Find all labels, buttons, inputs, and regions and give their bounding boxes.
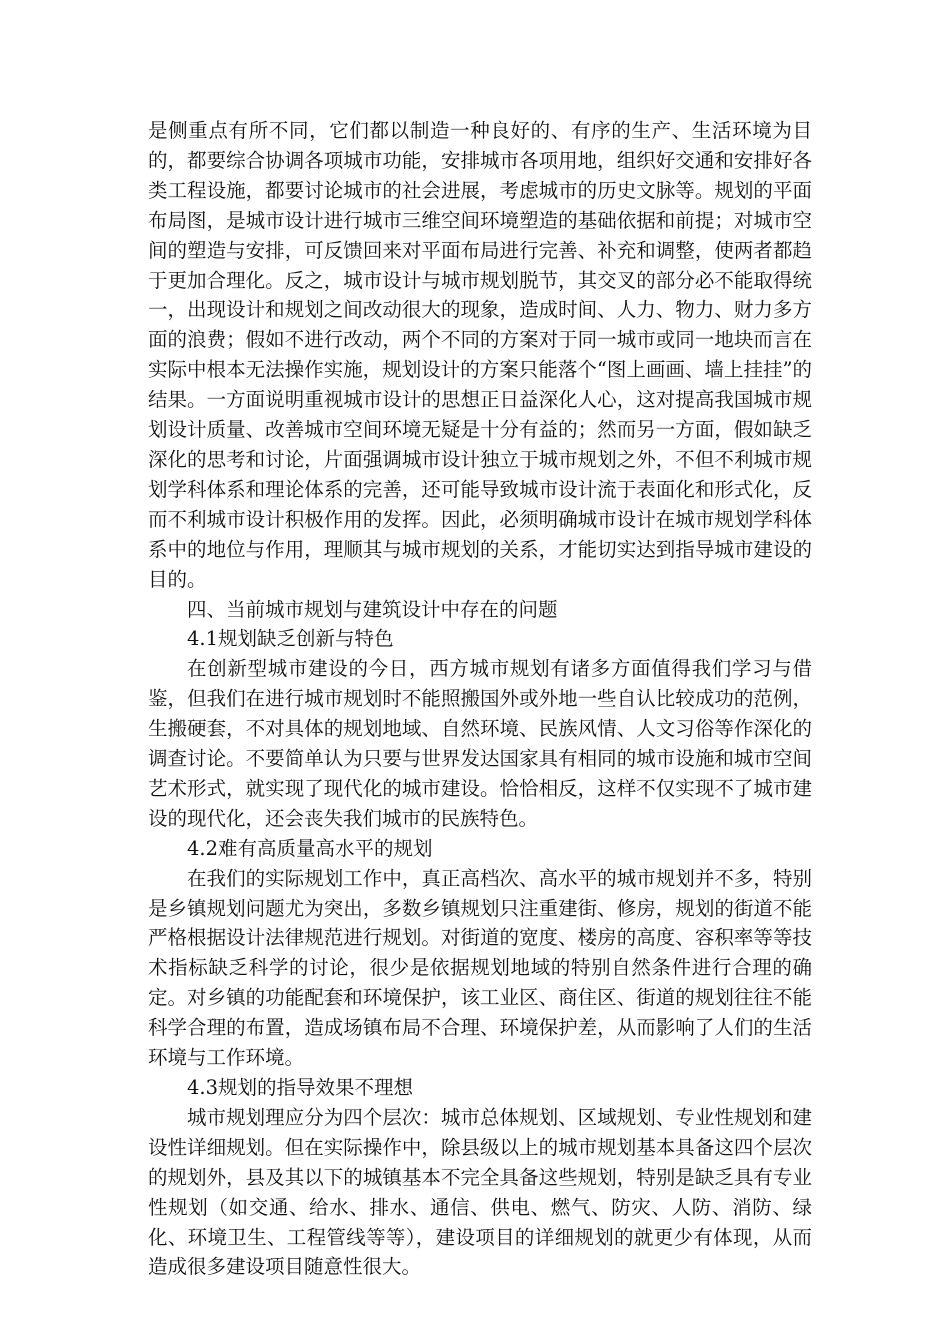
subsection-heading: 4.3规划的指导效果不理想	[187, 1076, 414, 1099]
section-heading: 四、当前城市规划与建筑设计中存在的问题	[187, 597, 558, 621]
subsection-heading: 4.2难有高质量高水平的规划	[187, 836, 433, 860]
body-paragraph: 在我们的实际规划工作中，真正高档次、高水平的城市规划并不多，特别是乡镇规划问题尤为突出，多数乡镇规划只注重建街、修房，规划的街道不能严格根据设计法律规范进行规划。对街道的宽度、楼房的高度、容积率等等技术指标缺乏科学的讨论，很少是依据规划地域的特别自然条件进行合理的确定。对乡镇的功能配套和环境保护，该工业区、商住区、街道的规划往往不能科学合理的布置，造成场镇布局不合理、环境保护差，从而影响了人们的生活环境与工作环境。	[148, 866, 812, 1070]
body-paragraph: 是侧重点有所不同，它们都以制造一种良好的、有序的生产、生活环境为目的，都要综合协调各项城市功能，安排城市各项用地，组织好交通和安排好各类工程设施，都要讨论城市的社会进展，考虑城市的历史文脉等。规划的平面布局图，是城市设计进行城市三维空间环境塑造的基础依据和前提；对城市空间的塑造与安排，可反馈回来对平面布局进行完善、补充和调整，使两者都趋于更加合理化。反之，城市设计与城市规划脱节，其交叉的部分必不能取得统一，出现设计和规划之间改动很大的现象，造成时间、人力、物力、财力多方面的浪费；假如不进行改动，两个不同的方案对于同一城市或同一地块而言在实际中根本无法操作实施，规划设计的方案只能落个“图上画画、墙上挂挂”的结果。一方面说明重视城市设计的思想正日益深化人心，这对提高我国城市规划设计质量、改善城市空间环境无疑是十分有益的；然而另一方面，假如缺乏深化的思考和讨论，片面强调城市设计独立于城市规划之外，不但不利城市规划学科体系和理论体系的完善，还可能导致城市设计流于表面化和形式化，反而不利城市设计积极作用的发挥。因此，必须明确城市设计在城市规划学科体系中的地位与作用，理顺其与城市规划的关系，才能切实达到指导城市建设的目的。	[148, 119, 812, 591]
body-paragraph: 城市规划理应分为四个层次：城市总体规划、区域规划、专业性规划和建设性详细规划。但在实际操作中，除县级以上的城市规划基本具备这四个层次的规划外，县及其以下的城镇基本不完全具备这些规划，特别是缺乏具有专业性规划（如交通、给水、排水、通信、供电、燃气、防灾、人防、消防、绿化、环境卫生、工程管线等等），建设项目的详细规划的就更少有体现，从而造成很多建设项目随意性很大。	[148, 1105, 812, 1279]
subsection-heading: 4.1规划缺乏创新与特色	[187, 627, 394, 651]
body-paragraph: 在创新型城市建设的今日，西方城市规划有诸多方面值得我们学习与借鉴，但我们在进行城市规划时不能照搬国外或外地一些自认比较成功的范例，生搬硬套，不对具体的规划地域、自然环境、民族风情、人文习俗等作深化的调查讨论。不要简单认为只要与世界发达国家具有相同的城市设施和城市空间艺术形式，就实现了现代化的城市建设。恰恰相反，这样不仅实现不了城市建设的现代化，还会丧失我们城市的民族特色。	[148, 657, 812, 830]
document-page	[148, 116, 812, 1282]
